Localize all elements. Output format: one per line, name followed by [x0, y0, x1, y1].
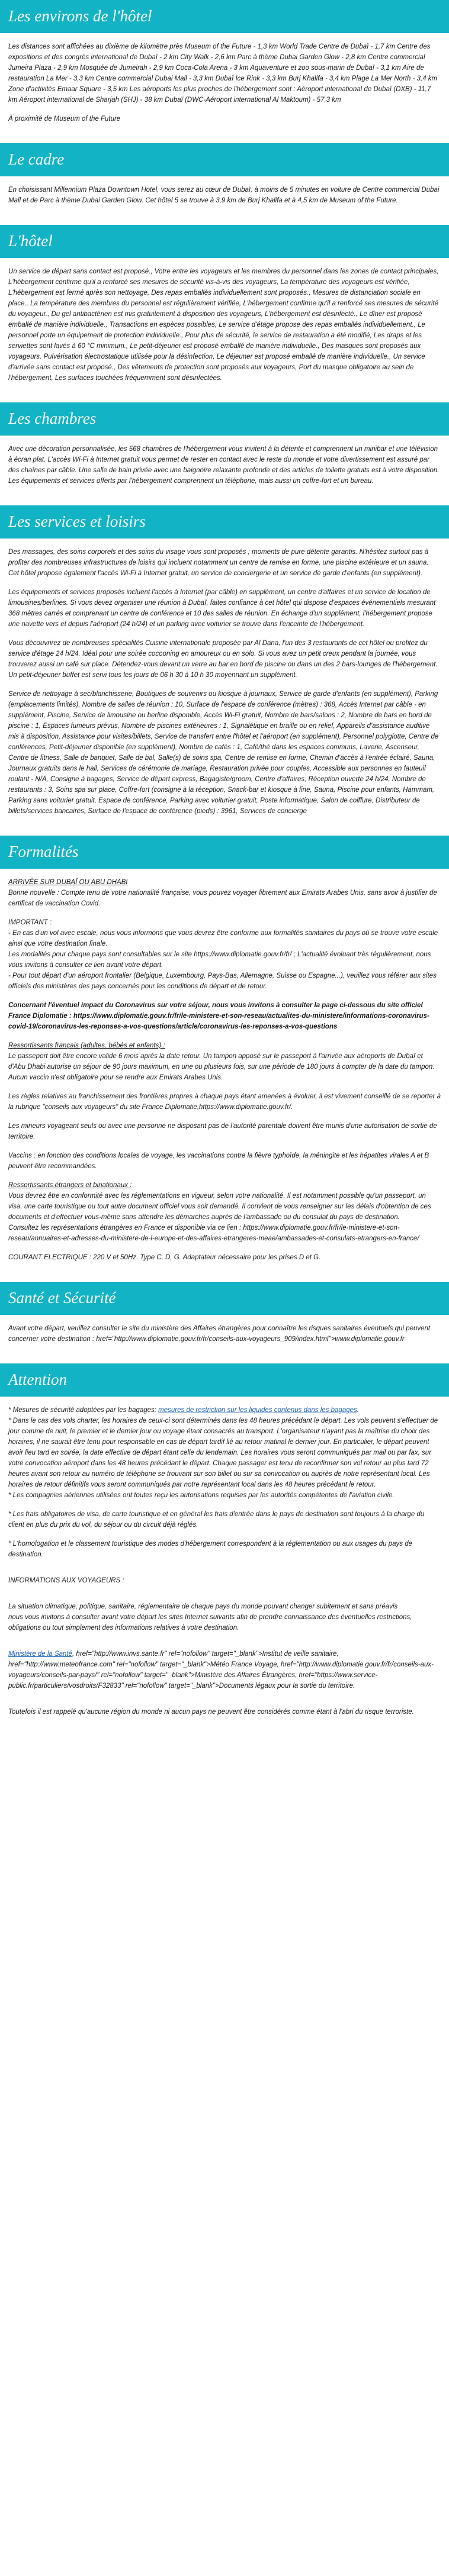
- section-title-sante: Santé et Sécurité: [0, 1282, 449, 1315]
- section-body-chambres: [0, 436, 449, 496]
- section-hotel: [0, 225, 449, 393]
- section-title-hotel: L'hôtel: [0, 225, 449, 258]
- section-title-cadre: Le cadre: [0, 143, 449, 176]
- arrivee-title: ARRIVÉE SUR DUBAÏ OU ABU DHABI: [8, 879, 128, 886]
- section-body-environs: [0, 33, 449, 134]
- section-body-hotel: [0, 258, 449, 393]
- section-title-services: Les services et loisirs: [0, 505, 449, 539]
- formalites-ressortissants: [8, 1040, 441, 1083]
- section-sante: [0, 1282, 449, 1354]
- attention-terrorism: Toutefois il est rappelé qu'aucune région du monde ni aucun pays ne peuvent être considérés comme étant à l'abri du risque terroriste.: [8, 1708, 414, 1716]
- section-environs: [0, 0, 449, 134]
- attention-links: [8, 1649, 441, 1691]
- etrangers-text: Vous devrez être en conformité avec les réglementations en vigueur, selon votre nationalité. Il est notamment possible qu'un passeport, un visa, une carte touristique ou tout autre document officiel vous soit demandé. Il convient de vous renseigner sur les délais d'obtention de ces documents et d'effectuer vous-même sans attendre les démarches auprès de l'ambassade ou du consulat du pays de destination. Consultez les représentations étrangères en France et disponible via ce lien : https://www.diplomatie.gouv.fr/fr/le-ministere-et-son-reseau/annuaires-et-adresses-du-ministere-de-l-europe-et-des-affaires-etrangeres-meae/ambassades-et-consulats-etrangers-en-france/: [8, 1192, 431, 1242]
- attention-links-text: , href="http://www.invs.sante.fr" rel="nofollow" target="_blank">Institut de veille sanitaire, href="http://www.meteofrance.com" rel="nofollow" target="_blank">Météo France Voyage, href="http://www.diplomatie.gouv.fr/fr/conseils-aux-voyageurs/conseils-par-pays/" rel="nofollow" target="_blank">Ministère des Affaires Étrangères, href="https://www.service-public.fr/particuliers/vosdroits/F32833" rel="nofollow" target="_blank">Documents légaux pour la sortie du territoire.: [8, 1650, 434, 1690]
- section-body-cadre: [0, 176, 449, 215]
- section-body-services: [0, 539, 449, 826]
- spacer: [0, 134, 449, 143]
- important-text: - En cas d'un vol avec escale, nous vous informons que vous devrez être conforme aux formalités sanitaires du pays où se trouve votre escale ainsi que votre destination finale. Les modalités pour chaque pays sont consultables sur le site https://www.diplomatie.gouv.fr/fr/ ; L'actualité évoluant très régulièrement, nous vous invitons à consulter ce lien avant votre départ. - Pour tout départ d'un aéroport frontalier (Belgique, Luxembourg, Pays-Bas, Allemagne, Suisse ou Espagne...), veuillez vous référer aux sites officiels des ministères des pays concernés pour les conditions de départ et de retour.: [8, 930, 438, 990]
- spacer: [0, 1272, 449, 1282]
- spacer: [0, 826, 449, 836]
- services-business: Les équipements et services proposés incluent l'accès à Internet (par câble) en supplément, un centre d'affaires et un service de location de limousines/berlines. Si vous devez organiser une réunion à Dubaï, faites confiance à cet hôtel qui dispose d'espaces événementiels mesurant 368 mètres carrés et comprenant un centre de conférence et 10 des salles de réunion. En échange d'un supplément, l'hébergement propose une navette vers et depuis l'aéroport (24 h/24) et un parking avec voiturier se trouve dans l'enceinte de l'hébergement.: [8, 589, 436, 628]
- spacer: [0, 215, 449, 225]
- section-title-attention: Attention: [0, 1363, 449, 1397]
- attention-info-text: La situation climatique, politique, sanitaire, réglementaire de chaque pays du monde pouvant changer subitement et sans préavis nous vous invitons à consulter avant votre départ les sites Internet suivants afin de prendre connaissance des éventuelles restrictions, obligations ou tout simplement des informations relatives à votre destination.: [8, 1603, 412, 1632]
- attention-baggage-suffix: . * Dans le cas des vols charter, les horaires de ceux-ci sont déterminés dans les 48 heures précédant le départ. Les vols peuvent s'effectuer de jour comme de nuit, le premier et le dernier jour ou voyage étant consacrés au transport. L'organisateur n'ayant pas la maîtrise du choix des horaires, il ne saurait être tenu pour responsable en cas de départ tardif lié au retour matinal le dernier jour. En particulier, le départ peuvent avoir lieu tard en soirée, la date effective de départ étant celle du lendemain. Les horaires vous seront communiqués par mail ou par fax, sur votre convocation aéroport dans les 48 heures précédant le départ. Chaque passager est tenu de reconfirmer son vol retour au plus tard 72 heures avant son retour au numéro de téléphone se trouvant sur son billet ou sur sa convocation ou auprès de notre représentant local. Les horaires de retour définitifs vous seront communiqués par notre représentant local dans les 48 heures précédant le retour. * Les compagnies aériennes utilisées ont toutes reçu les autorisations requises par les autorités compétentes de l'aviation civile.: [8, 1407, 438, 1499]
- services-dining: Vous découvrirez de nombreuses spécialités Cuisine internationale proposée par Al Dana, l'un des 3 restaurants de cet hôtel ou profitez du service d'étage 24 h/24. Idéal pour une soirée cocooning en amoureux ou en solo. Si vous avez un petit creux pendant la journée, vous trouverez aussi un café sur place. Détendez-vous devant un verre au bar en bord de piscine ou dans un des 2 bars-lounges de l'hébergement. Un petit-déjeuner buffet est servi tous les jours de 06 h 30 à 10 h 30 moyennant un supplément.: [8, 640, 438, 679]
- spacer: [0, 496, 449, 505]
- formalites-regles: Les règles relatives au franchissement des frontières propres à chaque pays étant amenées à évoluer, il est vivement conseillé de se reporter à la rubrique "conseils aux voyageurs" du site France Diplomatie,https://www.diplomatie.gouv.fr/.: [8, 1093, 441, 1111]
- ministry-health-link[interactable]: Ministère de la Santé: [8, 1650, 73, 1658]
- ressortissants-text: Le passeport doit être encore valide 6 mois après la date retour. Un tampon apposé sur le passeport à l'arrivée aux aéroports de Dubaï et d'Abu Dhabi autorise un séjour de 90 jours maximum, en une ou plusieurs fois, sur une période de 180 jours à compter de la date du tampon. Aucun vaccin n'est obligatoire pour se rendre aux Emirats Arabes Unis.: [8, 1053, 435, 1081]
- section-title-formalites: Formalités: [0, 836, 449, 869]
- formalites-vaccins: Vaccins : en fonction des conditions locales de voyage, les vaccinations contre la fièvre typhoïde, la méningite et les hépatites virales A et B peuvent être recommandées.: [8, 1152, 429, 1170]
- arrivee-text: Bonne nouvelle : Compte tenu de votre nationalité française, vous pouvez voyager librement aux Emirats Arabes Unis, sans avoir à justifier de certificat de vaccination Covid.: [8, 889, 437, 907]
- section-attention: [0, 1363, 449, 1727]
- section-body-attention: [0, 1397, 449, 1727]
- liquids-restriction-link[interactable]: mesures de restriction sur les liquides contenus dans les bagages: [158, 1407, 357, 1414]
- environs-proximity: À proximité de Museum of the Future: [8, 115, 121, 122]
- chambres-text: Avec une décoration personnalisée, les 568 chambres de l'hébergement vous invitent à la détente et comprennent un minibar et une télévision à écran plat. L'accès Wi-Fi à Internet gratuit vous permet de rester en contact avec le reste du monde et votre divertissement est assuré par des chaînes par câble. Une salle de bain privée avec une baignoire relaxante profonde et des articles de toilette gratuits est à votre disposition. Les équipements et services offerts par l'hébergement comprennent un téléphone, mais aussi un coffre-fort et un bureau.: [8, 446, 440, 485]
- environs-distances: Les distances sont affichées au dixième de kilomètre près Museum of the Future - 1,3 km World Trade Centre de Dubaï - 1,7 km Centre des expositions et des congrès international de Dubaï - 2 km City Walk - 2,6 km Parc à thème Dubai Garden Glow - 2,8 km Centre commercial Jumeira Plaza - 2,9 km Mosquée de Jumeirah - 2,9 km Coca-Cola Arena - 3 km Aquaventure et zoo sous-marin de Dubaï - 3,1 km Aire de restauration La Mer - 3,3 km Centre commercial Dubai Mall - 3,3 km Dubaï Ice Rink - 3,3 km Burj Khalifa - 3,4 km Plage La Mer North - 3,4 km Zone d'activités Emaar Square - 3,5 km Les aéroports les plus proches de l'hébergement sont : Aéroport international de Dubaï (DXB) - 11,7 km Aéroport international de Sharjah (SHJ) - 38 km Dubaï (DWC-Aéroport international Al Maktoum) - 57,3 km: [8, 43, 438, 104]
- cadre-text: En choisissant Millennium Plaza Downtown Hotel, vous serez au cœur de Dubaï, à moins de 5 minutes en voiture de Centre commercial Dubai Mall et de Parc à thème Dubai Garden Glow. Cet hôtel 5 se trouve à 3,9 km de Burj Khalifa et à 4,5 km de Museum of the Future.: [8, 186, 440, 204]
- ressortissants-title: Ressortissants français (adultes, bébés et enfants) :: [8, 1042, 165, 1049]
- section-body-formalites: [0, 869, 449, 1272]
- section-cadre: [0, 143, 449, 215]
- section-chambres: [0, 402, 449, 496]
- section-formalites: [0, 836, 449, 1272]
- section-title-chambres: Les chambres: [0, 402, 449, 436]
- formalites-mineurs: Les mineurs voyageant seuls ou avec une personne ne disposant pas de l'autorité parentale doivent être munis d'une autorisation de sortie de territoire.: [8, 1123, 437, 1140]
- services-amenities: Service de nettoyage à sec/blanchisserie, Boutiques de souvenirs ou kiosque à journaux, Service de garde d'enfants (en supplément), Parking (emplacements limités), Nombre de salles de réunion : 10, Surface de l'espace de conférence (mètres) : 368, Accès Internet par câble - en supplément, Piscine, Service de limousine ou berline disponible, Accès Wi-Fi gratuit, Nombre de bars/salons : 2, Nombre de bars en bord de piscine : 1, Espaces fumeurs prévus, Nombre de piscines extérieures : 1, Signalétique en braille ou en relief, Appareils d'assistance auditive mis à disposition, Assistance pour visites/billets, Service de transfert entre l'hôtel et l'aéroport (en supplément), Personnel polyglotte, Centre de conférences, Petit-déjeuner disponible (en supplément), Nombre de cafés : 1, Café/thé dans les espaces communs, Laverie, Ascenseur, Centre de fitness, Salle de banquet, Salle de bal, Salle(s) de soins spa, Centre de remise en forme, Chemin d'accès à l'entrée éclairé, Sauna, Journaux gratuits dans le hall, Services de cérémonie de mariage, Restauration privée pour couples, Accessible aux personnes en fauteuil roulant - N/A, Consigne à bagages, Service de départ express, Bagagiste/groom, Centre d'affaires, Réception ouverte 24 h/24, Nombre de restaurants : 3, Soins spa sur place, Coffre-fort (consigne à la réception, Snack-bar et kiosque à fine, Sauna, Piscine pour enfants, Hammam, Parking sans voiturier gratuit, Espace de conférence, Parking avec voiturier gratuit, Poste informatique, Salon de coiffure, Distributeur de billets/services bancaires, Surface de l'espace de conférence (pieds) : 3961, Services de concierge: [8, 691, 439, 815]
- formalites-courant: COURANT ELECTRIQUE : 220 V et 50Hz. Type C, D, G. Adaptateur nécessaire pour les prises D et G.: [8, 1254, 321, 1261]
- section-services: [0, 505, 449, 826]
- attention-info-title: INFORMATIONS AUX VOYAGEURS :: [8, 1577, 124, 1584]
- services-wellness: Des massages, des soins corporels et des soins du visage vous sont proposés ; moments de pure détente garantis. N'hésitez surtout pas à profiter des nombreuses infrastructures de loisirs qui incluent notamment un centre de remise en forme, une piscine extérieure et un sauna. Cet hôtel propose également l'accès Wi-Fi à Internet gratuit, un service de conciergerie et un service de garde d'enfants (en supplément).: [8, 549, 429, 577]
- attention-visa-fees: * Les frais obligatoires de visa, de carte touristique et en général les frais d'entrée dans le pays de destination sont toujours à la charge du client en plus du prix du vol, du séjour ou du circuit déjà réglés.: [8, 1511, 425, 1529]
- section-body-sante: [0, 1315, 449, 1354]
- sante-text: Avant votre départ, veuillez consulter le site du ministère des Affaires étrangères pour connaître les risques sanitaires éventuels qui peuvent concerner votre destination : href="http://www.diplomatie.gouv.fr/fr/conseils-aux-voyageurs_909/index.html">www.diplomatie.gouv.fr: [8, 1325, 431, 1343]
- formalites-coronavirus: Concernant l'éventuel impact du Coronavirus sur votre séjour, nous vous invitons à consulter la page ci-dessous du site officiel France Diplomatie : https://www.diplomatie.gouv.fr/fr/le-ministere-et-son-reseau/actualites-du-ministere/informations-coronavirus-covid-19/coronavirus-les-reponses-a-vos-questions/article/coronavirus-les-reponses-a-vos-questions: [8, 1002, 429, 1030]
- attention-homologation: * L'homologation et le classement touristique des modes d'hébergement correspondent à la réglementation ou aux usages du pays de destination.: [8, 1540, 413, 1558]
- formalites-important: [8, 917, 441, 992]
- formalites-etrangers: [8, 1180, 441, 1244]
- spacer: [0, 393, 449, 402]
- etrangers-title: Ressortissants étrangers et binationaux :: [8, 1182, 132, 1189]
- section-title-environs: Les environs de l'hôtel: [0, 0, 449, 33]
- spacer: [0, 1354, 449, 1363]
- hotel-measures: Un service de départ sans contact est proposé., Votre entre les voyageurs et les membres du personnel dans les zones de contact principales, L'hébergement confirme qu'il a renforcé ses mesures de sécurité vis-à-vis des voyageurs, La température des voyageurs est vérifiée, L'hébergement est fermé après son nettoyage, Des repas emballés individuellement sont proposés., Mesures de distanciation sociale en place., La température des membres du personnel est régulièrement vérifiée, L'hébergement confirme qu'il a renforcé ses mesures de sécurité du voyageur., Du gel antibactérien est mis gratuitement à disposition des voyageurs, L'hébergement est désinfecté., Le dîner est proposé emballé de manière individuelle., Transactions en espèces possibles, Le service d'étage propose des repas emballés individuellement., Le personnel porte un équipement de protection individuelle., Pour plus de sécurité, le service de restauration a été modifié, Les draps et les serviettes sont lavés à 60 °C minimum., Le petit-déjeuner est proposé emballé de manière individuelle., Des masques sont proposés aux voyageurs, Pulvérisation électrostatique utilisée pour la désinfection, Le déjeuner est proposé emballé de manière individuelle., Un service d'arrivée sans contact est proposé., Des vêtements de protection sont proposés aux voyageurs, Port du masque obligatoire au sein de l'hébergement, Les surfaces touchées fréquemment sont désinfectées.: [8, 268, 439, 382]
- attention-baggage: [8, 1405, 441, 1501]
- attention-baggage-prefix: * Mesures de sécurité adoptées par les bagages:: [8, 1407, 159, 1414]
- important-title: IMPORTANT :: [8, 919, 52, 926]
- formalites-arrivee: [8, 877, 441, 909]
